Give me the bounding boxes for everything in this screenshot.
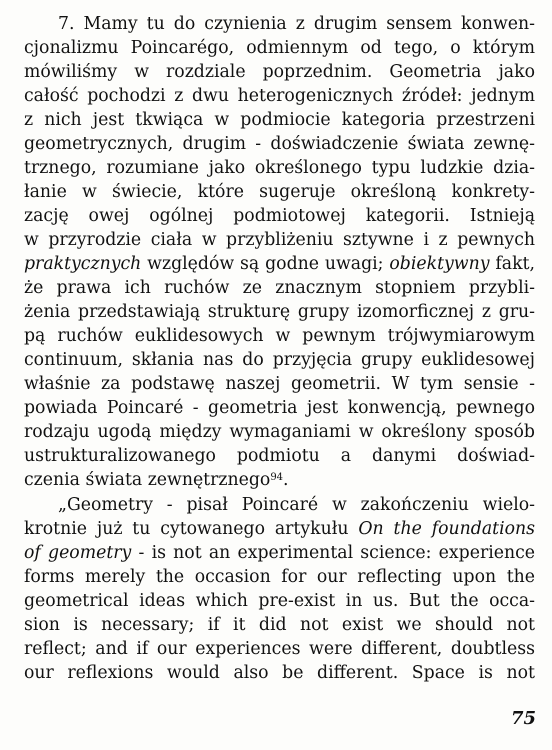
text-line: cjonalizmu Poincarégo, odmiennym od tego, o którym <box>24 38 535 58</box>
text-line: trznego, rozumiane jako określonego typu ludzkie dzia- <box>24 158 535 178</box>
text-line: praktycznych względów są godne uwagi; obiektywny fakt, <box>24 254 535 274</box>
text-line: łanie w świecie, które sugeruje określoną konkrety- <box>24 182 535 202</box>
text-line: zację owej ogólnej podmiotowej kategorii. Istnieją <box>24 206 535 226</box>
page-number: 75 <box>510 708 536 729</box>
text-line: of geometry - is not an experimental science: experience <box>24 543 535 563</box>
text-line: geometrical ideas which pre-exist in us. But the occa- <box>24 591 535 611</box>
text-line: krotnie już tu cytowanego artykułu On the foundations <box>24 519 535 539</box>
text-line: continuum, skłania nas do przyjęcia grupy euklidesowej <box>24 350 535 370</box>
text-line: rodzaju ugodą między wymaganiami w określony sposób <box>24 422 535 442</box>
text-line: our reflexions would also be different. Space is not <box>24 663 535 683</box>
text-line: „Geometry - pisał Poincaré w zakończeniu wielo- <box>58 495 535 515</box>
text-line: reflect; and if our experiences were different, doubtless <box>24 639 535 659</box>
text-line: właśnie za podstawę naszej geometrii. W tym sensie - <box>24 374 535 394</box>
text-line: geometrycznych, drugim - doświadczenie świata zewnę- <box>24 134 535 154</box>
text-line: sion is necessary; if it did not exist we should not <box>24 615 535 635</box>
italic-title: On the foundations <box>358 519 535 539</box>
text-line: mówiliśmy w rozdziale poprzednim. Geometria jako <box>24 62 535 82</box>
text-line: czenia świata zewnętrznego$^{94}$. <box>24 470 289 490</box>
text-line: ustrukturalizowanego podmiotu a danymi doświad- <box>24 446 535 466</box>
text-line: powiada Poincaré - geometria jest konwencją, pewnego <box>24 398 535 418</box>
text-line: forms merely the occasion for our reflecting upon the <box>24 567 535 587</box>
text-line: w przyrodzie ciała w przybliżeniu sztywne i z pewnych <box>24 230 535 250</box>
italic-title: of geometry <box>24 543 132 563</box>
text-line: całość pochodzi z dwu heterogenicznych źródeł: jednym <box>24 86 535 106</box>
footnote-reference[interactable]: 94 <box>270 472 284 483</box>
italic-term: obiektywny <box>389 254 490 274</box>
text-line: z nich jest tkwiąca w podmiocie kategoria przestrzeni <box>24 110 535 130</box>
text-line: 7. Mamy tu do czynienia z drugim sensem konwen- <box>58 14 535 34</box>
text-line: że prawa ich ruchów ze znacznym stopniem przybli- <box>24 278 535 298</box>
text-line: pą ruchów euklidesowych w pewnym trójwymiarowym <box>24 326 535 346</box>
text-line: żenia przedstawiają strukturę grupy izomorficznej z gru- <box>24 302 535 322</box>
italic-term: praktycznych <box>24 254 142 274</box>
